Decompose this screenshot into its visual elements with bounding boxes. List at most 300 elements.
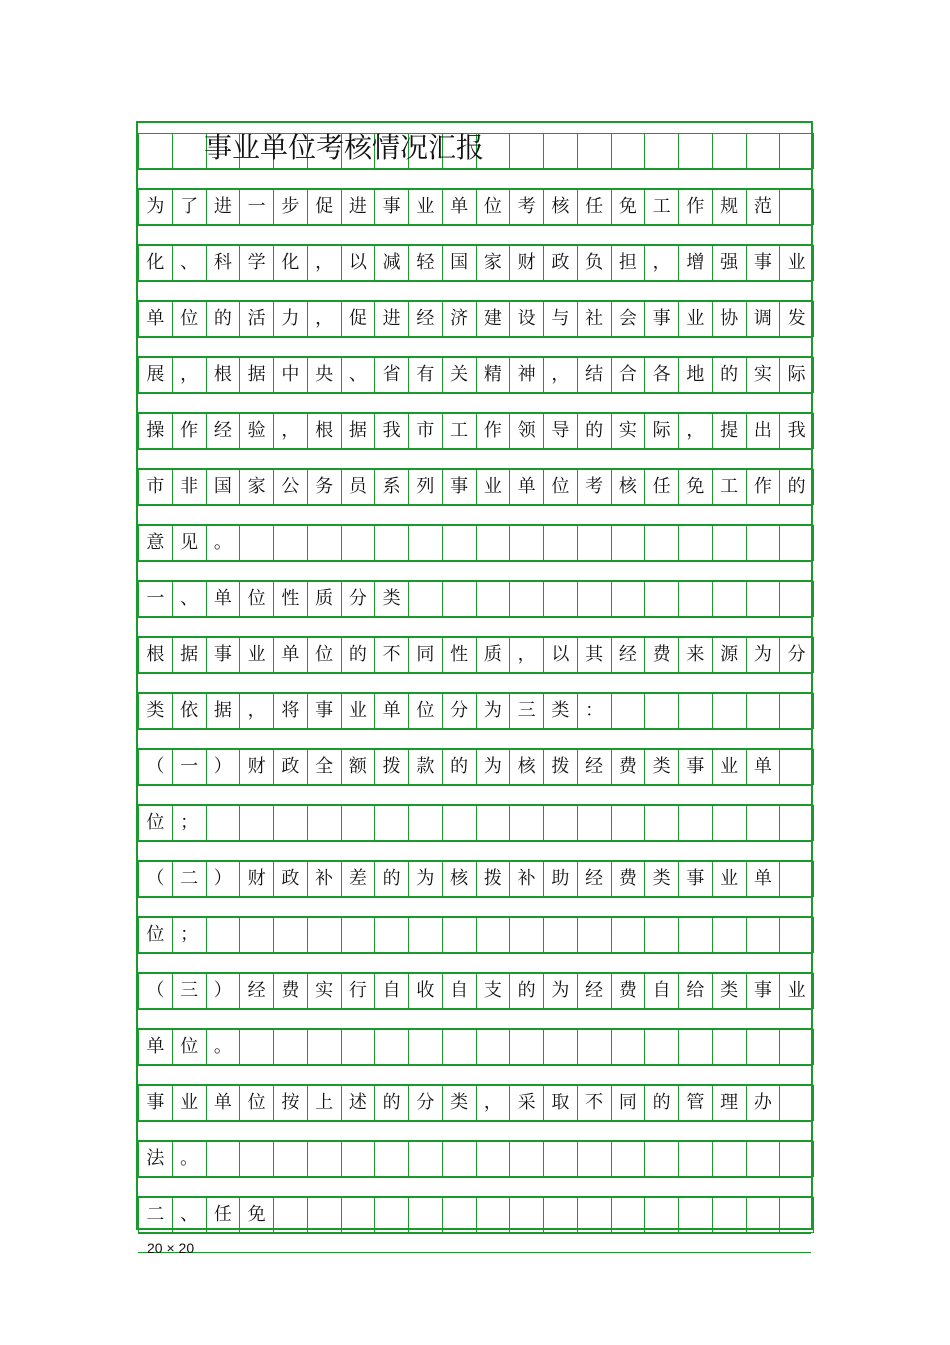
- grid-cell: 、: [172, 1197, 207, 1233]
- grid-cell: [341, 1141, 376, 1177]
- grid-cell: [779, 1029, 814, 1065]
- grid-cell: [746, 693, 781, 729]
- grid-cell: [307, 525, 342, 561]
- grid-cell: [442, 581, 477, 617]
- grid-cell: 务: [307, 469, 342, 505]
- grid-cell: [779, 805, 814, 841]
- grid-cell: 费: [273, 973, 308, 1009]
- grid-cell: ，: [644, 245, 679, 281]
- grid-cell: 轻: [408, 245, 443, 281]
- grid-cell: 意: [138, 525, 173, 561]
- grid-cell: 事: [138, 1085, 173, 1121]
- grid-cell: [408, 917, 443, 953]
- grid-cell: 工: [644, 189, 679, 225]
- grid-cell: 市: [138, 469, 173, 505]
- grid-cell: [273, 805, 308, 841]
- grid-cell: 位: [543, 469, 578, 505]
- grid-cell: 国: [442, 245, 477, 281]
- grid-cell: [476, 805, 511, 841]
- grid-cell: 验: [239, 413, 274, 449]
- grid-cell: 各: [644, 357, 679, 393]
- grid-cell: [543, 1197, 578, 1233]
- grid-cell: [374, 805, 409, 841]
- grid-cell: 操: [138, 413, 173, 449]
- grid-cell: 家: [239, 469, 274, 505]
- grid-cell: 经: [577, 973, 612, 1009]
- grid-cell: 步: [273, 189, 308, 225]
- grid-cell: [476, 525, 511, 561]
- grid-cell: 类: [644, 749, 679, 785]
- grid-cell: 位: [476, 189, 511, 225]
- grid-cell: 神: [509, 357, 544, 393]
- grid-cell: 自: [442, 973, 477, 1009]
- grid-cell: 的: [779, 469, 814, 505]
- grid-cell: ，: [172, 357, 207, 393]
- grid-cell: 上: [307, 1085, 342, 1121]
- grid-cell: [611, 1141, 646, 1177]
- grid-cell: ，: [509, 637, 544, 673]
- grid-cell: [543, 1141, 578, 1177]
- grid-cell: 行: [341, 973, 376, 1009]
- grid-cell: [712, 581, 747, 617]
- grid-cell: 一: [239, 189, 274, 225]
- grid-cell: [611, 693, 646, 729]
- grid-cell: 业: [779, 973, 814, 1009]
- grid-cell: ，: [307, 301, 342, 337]
- grid-cell: [408, 525, 443, 561]
- grid-cell: 业: [712, 749, 747, 785]
- grid-cell: 位: [172, 301, 207, 337]
- grid-cell: ，: [307, 245, 342, 281]
- grid-cell: 关: [442, 357, 477, 393]
- grid-cell: ，: [273, 413, 308, 449]
- grid-cell: 拨: [374, 749, 409, 785]
- grid-cell: 作: [678, 189, 713, 225]
- grid-cell: 位: [307, 637, 342, 673]
- grid-cell: 、: [172, 245, 207, 281]
- grid-cell: 协: [712, 301, 747, 337]
- grid-cell: 任: [577, 189, 612, 225]
- grid-cell: [273, 1029, 308, 1065]
- grid-cell: 结: [577, 357, 612, 393]
- grid-cell: 事: [746, 245, 781, 281]
- grid-cell: 免: [678, 469, 713, 505]
- row-gap: [138, 1177, 811, 1197]
- grid-cell: 的: [712, 357, 747, 393]
- grid-cell: 位: [239, 581, 274, 617]
- grid-cell: [678, 917, 713, 953]
- grid-cell: 补: [307, 861, 342, 897]
- grid-cell: [644, 693, 679, 729]
- grid-cell: 分: [408, 1085, 443, 1121]
- grid-cell: [476, 1141, 511, 1177]
- grid-cell: [307, 917, 342, 953]
- grid-cell: [779, 189, 814, 225]
- grid-cell: [779, 693, 814, 729]
- grid-cell: 为: [476, 749, 511, 785]
- grid-cell: 质: [307, 581, 342, 617]
- grid-cell: 三: [509, 693, 544, 729]
- row-gap: [138, 729, 811, 749]
- grid-cell: 发: [779, 301, 814, 337]
- grid-cell: 事: [644, 301, 679, 337]
- grid-cell: [712, 1141, 747, 1177]
- grid-cell: 际: [779, 357, 814, 393]
- grid-cell: [307, 1141, 342, 1177]
- grid-cell: 位: [138, 917, 173, 953]
- document-title: 事业单位考核情况汇报: [204, 131, 485, 164]
- grid-cell: 位: [408, 693, 443, 729]
- grid-cell: 业: [408, 189, 443, 225]
- grid-cell: 的: [374, 861, 409, 897]
- grid-cell: 费: [644, 637, 679, 673]
- grid-cell: [239, 917, 274, 953]
- grid-cell: [611, 1029, 646, 1065]
- grid-cell: [644, 525, 679, 561]
- row-gap: [138, 897, 811, 917]
- grid-cell: 核: [543, 189, 578, 225]
- grid-cell: 类: [442, 1085, 477, 1121]
- grid-cell: 工: [712, 469, 747, 505]
- grid-cell: 的: [206, 301, 241, 337]
- grid-cell: [746, 1141, 781, 1177]
- grid-cell: 的: [577, 413, 612, 449]
- grid-cell: 取: [543, 1085, 578, 1121]
- grid-cell: （: [138, 973, 173, 1009]
- grid-cell: 单: [509, 469, 544, 505]
- grid-cell: 单: [746, 749, 781, 785]
- grid-cell: 单: [746, 861, 781, 897]
- row-gap: [138, 1233, 811, 1253]
- grid-cell: 单: [374, 693, 409, 729]
- grid-cell: 业: [712, 861, 747, 897]
- grid-cell: [577, 805, 612, 841]
- grid-cell: [442, 917, 477, 953]
- grid-cell: 、: [341, 357, 376, 393]
- grid-cell: [307, 805, 342, 841]
- grid-cell: 经: [577, 749, 612, 785]
- grid-cell: [712, 805, 747, 841]
- grid-cell: 单: [442, 189, 477, 225]
- grid-cell: [611, 581, 646, 617]
- grid-cell: 助: [543, 861, 578, 897]
- grid-cell: [509, 805, 544, 841]
- grid-cell: 类: [543, 693, 578, 729]
- manuscript-grid-paper: [136, 121, 813, 1230]
- grid-cell: 市: [408, 413, 443, 449]
- grid-cell: [374, 917, 409, 953]
- grid-cell: [678, 805, 713, 841]
- grid-cell: 补: [509, 861, 544, 897]
- grid-cell: 经: [408, 301, 443, 337]
- grid-cell: [374, 525, 409, 561]
- grid-cell: 根: [307, 413, 342, 449]
- grid-cell: [712, 1029, 747, 1065]
- grid-cell: [678, 525, 713, 561]
- row-gap: [138, 953, 811, 973]
- row-gap: [138, 225, 811, 245]
- row-gap: [138, 1009, 811, 1029]
- grid-cell: 费: [611, 973, 646, 1009]
- grid-cell: ；: [172, 805, 207, 841]
- grid-cell: 事: [442, 469, 477, 505]
- grid-cell: [746, 1197, 781, 1233]
- grid-cell: [678, 581, 713, 617]
- grid-cell: ：: [577, 693, 612, 729]
- grid-cell: 实: [307, 973, 342, 1009]
- grid-cell: 位: [239, 1085, 274, 1121]
- grid-cell: 合: [611, 357, 646, 393]
- grid-cell: [476, 1029, 511, 1065]
- grid-cell: ）: [206, 749, 241, 785]
- row-gap: [138, 337, 811, 357]
- grid-cell: [712, 917, 747, 953]
- grid-cell: [611, 525, 646, 561]
- grid-cell: [509, 525, 544, 561]
- grid-cell: 的: [442, 749, 477, 785]
- grid-cell: 事: [746, 973, 781, 1009]
- grid-cell: 二: [172, 861, 207, 897]
- title-row-cell: [611, 133, 646, 169]
- title-row-cell: [746, 133, 781, 169]
- grid-cell: 政: [543, 245, 578, 281]
- grid-cell: 根: [138, 637, 173, 673]
- grid-cell: 类: [374, 581, 409, 617]
- grid-cell: [206, 805, 241, 841]
- grid-cell: 类: [644, 861, 679, 897]
- grid-cell: 财: [239, 749, 274, 785]
- grid-cell: [644, 917, 679, 953]
- grid-cell: 作: [172, 413, 207, 449]
- grid-cell: 地: [678, 357, 713, 393]
- grid-cell: [442, 525, 477, 561]
- grid-cell: [307, 1197, 342, 1233]
- grid-cell: [341, 1197, 376, 1233]
- grid-cell: 建: [476, 301, 511, 337]
- grid-cell: 非: [172, 469, 207, 505]
- grid-cell: 以: [543, 637, 578, 673]
- grid-cell: [678, 693, 713, 729]
- grid-cell: 活: [239, 301, 274, 337]
- grid-cell: 一: [138, 581, 173, 617]
- grid-cell: [476, 917, 511, 953]
- grid-cell: [746, 1029, 781, 1065]
- grid-cell: 述: [341, 1085, 376, 1121]
- grid-cell: 公: [273, 469, 308, 505]
- grid-cell: ，: [239, 693, 274, 729]
- row-gap: [138, 1121, 811, 1141]
- title-row-cell: [509, 133, 544, 169]
- grid-cell: 的: [374, 1085, 409, 1121]
- grid-cell: [408, 1029, 443, 1065]
- grid-cell: 。: [172, 1141, 207, 1177]
- grid-cell: 的: [644, 1085, 679, 1121]
- grid-cell: [577, 581, 612, 617]
- grid-cell: 业: [341, 693, 376, 729]
- grid-cell: [577, 1141, 612, 1177]
- grid-cell: [611, 1197, 646, 1233]
- grid-spec-label: 20 × 20: [147, 1240, 195, 1256]
- title-row-cell: [138, 133, 173, 169]
- row-gap: [138, 673, 811, 693]
- grid-cell: [611, 805, 646, 841]
- grid-cell: 任: [644, 469, 679, 505]
- grid-cell: 有: [408, 357, 443, 393]
- title-row-cell: [543, 133, 578, 169]
- row-gap: [138, 393, 811, 413]
- title-row-cell: [779, 133, 814, 169]
- grid-cell: [712, 693, 747, 729]
- grid-cell: [273, 1141, 308, 1177]
- grid-cell: 收: [408, 973, 443, 1009]
- grid-cell: 。: [206, 1029, 241, 1065]
- grid-cell: 单: [206, 581, 241, 617]
- title-row-cell: [577, 133, 612, 169]
- grid-cell: [509, 1029, 544, 1065]
- grid-cell: 单: [206, 1085, 241, 1121]
- grid-cell: 规: [712, 189, 747, 225]
- grid-cell: 不: [374, 637, 409, 673]
- grid-cell: 作: [746, 469, 781, 505]
- grid-cell: 员: [341, 469, 376, 505]
- grid-cell: 额: [341, 749, 376, 785]
- grid-cell: [273, 525, 308, 561]
- grid-cell: 力: [273, 301, 308, 337]
- grid-cell: 业: [476, 469, 511, 505]
- grid-cell: [476, 581, 511, 617]
- grid-cell: ）: [206, 973, 241, 1009]
- grid-cell: [577, 1029, 612, 1065]
- grid-cell: [779, 1197, 814, 1233]
- grid-cell: 展: [138, 357, 173, 393]
- grid-cell: 省: [374, 357, 409, 393]
- grid-cell: 将: [273, 693, 308, 729]
- grid-cell: 调: [746, 301, 781, 337]
- grid-cell: [273, 1197, 308, 1233]
- grid-cell: 领: [509, 413, 544, 449]
- grid-cell: [206, 1141, 241, 1177]
- grid-cell: [779, 1141, 814, 1177]
- grid-cell: 按: [273, 1085, 308, 1121]
- grid-cell: 事: [678, 749, 713, 785]
- grid-cell: [408, 1141, 443, 1177]
- grid-cell: 考: [577, 469, 612, 505]
- grid-cell: 不: [577, 1085, 612, 1121]
- grid-cell: 据: [239, 357, 274, 393]
- grid-cell: ，: [543, 357, 578, 393]
- grid-cell: [239, 805, 274, 841]
- grid-cell: 为: [746, 637, 781, 673]
- grid-cell: 核: [611, 469, 646, 505]
- grid-cell: 济: [442, 301, 477, 337]
- grid-cell: [779, 581, 814, 617]
- grid-cell: 出: [746, 413, 781, 449]
- grid-cell: 设: [509, 301, 544, 337]
- grid-cell: 增: [678, 245, 713, 281]
- grid-cell: [408, 1197, 443, 1233]
- grid-cell: 科: [206, 245, 241, 281]
- grid-cell: 费: [611, 861, 646, 897]
- grid-cell: [712, 1197, 747, 1233]
- grid-cell: 同: [408, 637, 443, 673]
- grid-cell: 来: [678, 637, 713, 673]
- grid-cell: [442, 1029, 477, 1065]
- grid-cell: 列: [408, 469, 443, 505]
- grid-cell: 进: [374, 301, 409, 337]
- grid-cell: [408, 581, 443, 617]
- grid-cell: 实: [746, 357, 781, 393]
- grid-cell: 系: [374, 469, 409, 505]
- grid-cell: 以: [341, 245, 376, 281]
- grid-cell: 事: [678, 861, 713, 897]
- row-gap: [138, 169, 811, 189]
- grid-cell: （: [138, 861, 173, 897]
- grid-cell: 三: [172, 973, 207, 1009]
- grid-cell: 根: [206, 357, 241, 393]
- grid-cell: ；: [172, 917, 207, 953]
- grid-cell: 费: [611, 749, 646, 785]
- grid-cell: 际: [644, 413, 679, 449]
- grid-cell: 全: [307, 749, 342, 785]
- grid-cell: [239, 1029, 274, 1065]
- grid-cell: [678, 1141, 713, 1177]
- grid-cell: [779, 917, 814, 953]
- grid-cell: [678, 1029, 713, 1065]
- grid-cell: [408, 805, 443, 841]
- grid-cell: 中: [273, 357, 308, 393]
- grid-cell: [509, 581, 544, 617]
- grid-cell: [746, 805, 781, 841]
- grid-cell: 类: [138, 693, 173, 729]
- grid-cell: 化: [273, 245, 308, 281]
- grid-cell: [239, 525, 274, 561]
- grid-cell: [644, 805, 679, 841]
- grid-cell: [678, 1197, 713, 1233]
- grid-cell: 政: [273, 749, 308, 785]
- grid-cell: 管: [678, 1085, 713, 1121]
- grid-cell: 进: [341, 189, 376, 225]
- grid-cell: [341, 917, 376, 953]
- grid-cell: 精: [476, 357, 511, 393]
- grid-cell: 为: [408, 861, 443, 897]
- grid-cell: 依: [172, 693, 207, 729]
- row-gap: [138, 1065, 811, 1085]
- grid-cell: 位: [138, 805, 173, 841]
- grid-cell: [712, 525, 747, 561]
- grid-cell: 事: [307, 693, 342, 729]
- grid-cell: [779, 749, 814, 785]
- grid-cell: 促: [341, 301, 376, 337]
- grid-cell: 业: [779, 245, 814, 281]
- grid-cell: 业: [239, 637, 274, 673]
- grid-cell: 二: [138, 1197, 173, 1233]
- grid-cell: [644, 1029, 679, 1065]
- grid-cell: 化: [138, 245, 173, 281]
- grid-cell: [779, 861, 814, 897]
- grid-cell: 单: [138, 1029, 173, 1065]
- grid-cell: 免: [239, 1197, 274, 1233]
- row-gap: [138, 449, 811, 469]
- grid-cell: 政: [273, 861, 308, 897]
- grid-cell: 性: [442, 637, 477, 673]
- grid-cell: [577, 1197, 612, 1233]
- grid-cell: 据: [172, 637, 207, 673]
- grid-cell: 给: [678, 973, 713, 1009]
- grid-cell: 见: [172, 525, 207, 561]
- grid-cell: 类: [712, 973, 747, 1009]
- grid-cell: [374, 1029, 409, 1065]
- grid-cell: 办: [746, 1085, 781, 1121]
